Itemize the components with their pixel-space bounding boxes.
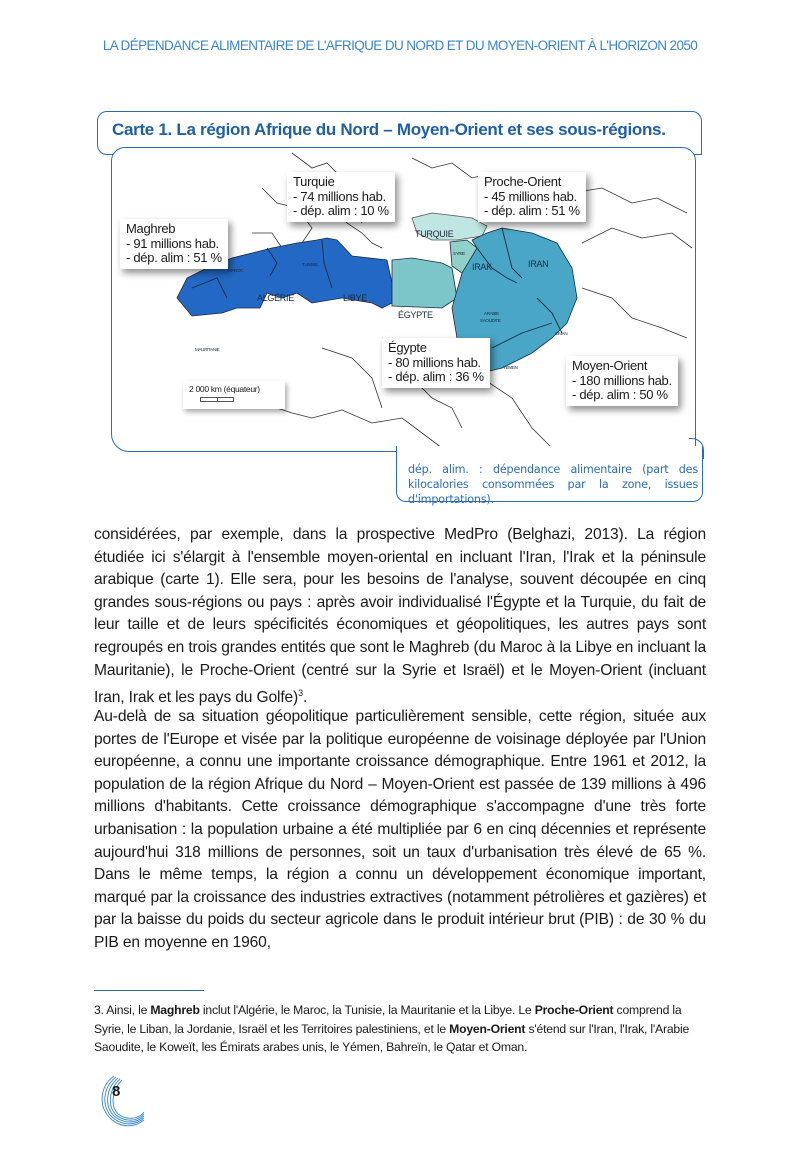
- niger-borders: [322, 348, 382, 408]
- running-header: LA DÉPENDANCE ALIMENTAIRE DE L'AFRIQUE DU NORD ET DU MOYEN-ORIENT À L'HORIZON 2050: [102, 38, 698, 53]
- label-yemen: YÉMEN: [503, 365, 518, 370]
- callout-population: - 80 millions hab.: [388, 354, 481, 370]
- callout-title: Proche-Orient: [484, 174, 562, 189]
- label-algerie: ALGÉRIE: [257, 293, 294, 303]
- scale-bar: [200, 397, 234, 402]
- label-arabie-2: SAOUDITE: [480, 318, 501, 323]
- footnote-text: Ainsi, le: [103, 1003, 151, 1017]
- callout-egypte: [382, 338, 490, 388]
- callout-dependency: - dép. alim : 10 %: [293, 203, 389, 218]
- label-mauritanie: MAURITANIE: [195, 347, 220, 352]
- figure-caption: Carte 1. La région Afrique du Nord – Moyen-Orient et ses sous-régions.: [112, 120, 666, 139]
- callout-turquie: [287, 172, 395, 222]
- callout-population: - 180 millions hab.: [572, 372, 672, 388]
- footnote-text: inclut l'Algérie, le Maroc, la Tunisie, la Mauritanie et la Libye. Le: [199, 1003, 535, 1017]
- callout-dependency: - dép. alim : 36 %: [388, 369, 484, 384]
- label-egypte: ÉGYPTE: [398, 310, 433, 320]
- label-tunisie: TUNISIE: [302, 262, 318, 267]
- paragraph-text: Au-delà de sa situation géopolitique particulièrement sensible, cette région, située aux portes de l'Europe et visée par la politique européenne de voisinage déployée par l'Union européenne, a connu une importante croissance démographique. Entre 1961 et 2012, la population de la région Afrique du Nord – Moyen-Orient est passée de 139 millions à 496 millions d'habitants. Cette croissance démographique s'accompagne d'une très forte urbanisation : la population urbaine a été multipliée par 6 en cinq décennies et représente aujourd'hui 318 millions de personnes, soit un taux d'urbanisation très élevé de 65 %. Dans le même temps, la région a connu un développement économique important, marqué par la croissance des industries extractives (notamment pétrolières et gazières) et par la baisse du poids du secteur agricole dans le produit intérieur brut (PIB) : de 30 % du PIB en moyenne en 1960,: [94, 708, 706, 951]
- label-arabie-1: ARABIE: [484, 311, 499, 316]
- footnote-3: [94, 1001, 706, 1057]
- callout-maghreb: [120, 219, 228, 269]
- callout-dependency: - dép. alim : 51 %: [484, 203, 580, 218]
- label-libye: LIBYE: [343, 293, 368, 303]
- callout-population: - 91 millions hab.: [126, 235, 219, 251]
- label-turquie: TURQUIE: [415, 229, 454, 239]
- callout-population: - 74 millions hab.: [293, 188, 386, 204]
- page-swirl-logo-icon: [92, 1072, 152, 1132]
- label-irak: IRAK: [472, 262, 492, 272]
- scale-label: 2 000 km (équateur): [189, 384, 260, 394]
- callout-dependency: - dép. alim : 50 %: [572, 387, 668, 402]
- callout-title: Turquie: [293, 174, 335, 189]
- callout-moyen-orient: [566, 356, 678, 406]
- body-paragraph-1: [94, 524, 706, 710]
- body-paragraph-2: [94, 706, 706, 955]
- footnote-text: s'étend sur l'Iran, l'Irak, l'Arabie Saoudite, le Koweït, les Émirats arabes unis, le Yémen, Bahreïn, le Qatar et Oman.: [94, 1021, 690, 1054]
- footnote-term-moyen-orient: Moyen-Orient: [449, 1021, 526, 1036]
- label-oman: OMAN: [555, 331, 568, 336]
- page-number: 8: [112, 1083, 121, 1100]
- callout-title: Moyen-Orient: [572, 358, 648, 373]
- footnote-text: comprend la Syrie, le Liban, la Jordanie, Israël et les Territoires palestiniens, et le: [94, 1003, 682, 1036]
- footnote-term-maghreb: Maghreb: [150, 1003, 200, 1017]
- central-asia-outline: [582, 228, 692, 248]
- footnote-number: 3.: [94, 1003, 104, 1017]
- map-scale: [183, 381, 285, 409]
- label-iran: IRAN: [528, 259, 549, 269]
- footnote-term-proche-orient: Proche-Orient: [534, 1003, 614, 1017]
- footnote-ref[interactable]: 3: [298, 688, 303, 699]
- paragraph-end: .: [302, 689, 308, 707]
- callout-dependency: - dép. alim : 51 %: [126, 250, 222, 265]
- callout-population: - 45 millions hab.: [484, 188, 577, 204]
- legend-text: dép. alim. : dépendance alimentaire (part des kilocalories consommées par la zone, issues d'importations).: [408, 463, 698, 506]
- label-syrie: SYRIE: [453, 251, 466, 256]
- callout-proche-orient: [478, 172, 586, 222]
- footnote-divider: [94, 990, 204, 991]
- south-asia-outline: [582, 288, 687, 338]
- paragraph-text: considérées, par exemple, dans la prospective MedPro (Belghazi, 2013). La région étudiée ici s'élargit à l'ensemble moyen-oriental en incluant l'Iran, l'Irak et la péninsule arabique (carte 1). Elle sera, pour les besoins de l'analyse, souvent découpée en cinq grandes sous-régions ou pays : après avoir individualisé l'Égypte et la Turquie, du fait de leur taille et de leurs spécificités économiques et géopolitiques, les autres pays sont regroupés en trois grandes entités que sont le Maghreb (du Maroc à la Libye en incluant la Mauritanie), le Proche-Orient (centré sur la Syrie et Israël) et le Moyen-Orient (incluant Iran, Irak et les pays du Golfe): [94, 526, 706, 707]
- region-egypte: [392, 258, 457, 308]
- label-maroc: MAROC: [228, 268, 244, 273]
- callout-title: Maghreb: [126, 221, 176, 236]
- callout-title: Égypte: [388, 340, 427, 355]
